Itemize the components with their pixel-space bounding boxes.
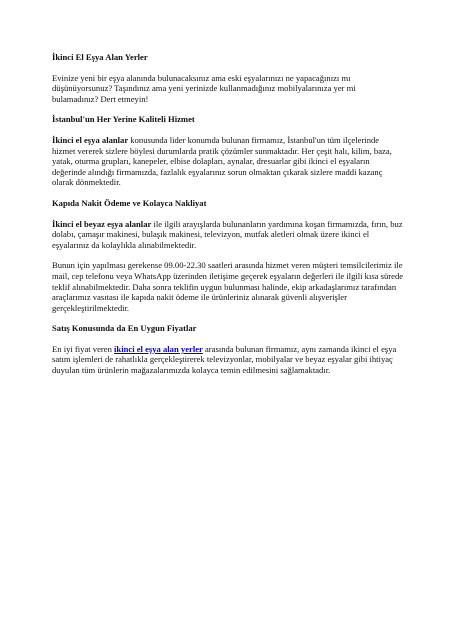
sales-lead-text: En iyi fiyat veren xyxy=(52,343,115,354)
payment-bold-keyword: İkinci el beyaz eşya alanlar xyxy=(52,218,152,229)
sales-paragraph xyxy=(52,344,404,376)
service-text: konusunda lider konumda bulunan firmamız, İstanbul'un tüm ilçelerinde hizmet vererek sizlere böylesi durumlarda pratik çözümler sunmaktadır. Her çeşit halı, kilim, baza, yatak, oturma grupları, kanepeler, elbise dolapları, aynalar, dresuarlar gibi ikinci el eşyaların değerinde alındığı firmamızda, fazlalık eşyalarınız sorun olmaktan çıkarak sizlere maddi kazanç olarak dönmektedir. xyxy=(52,134,392,188)
payment-paragraph xyxy=(52,219,404,251)
payment-text: ile ilgili arayışlarda bulunanların yardımına koşan firmamızda, fırın, buz dolabı, çamaşır makinesi, bulaşık makinesi, televizyon, mutfak aletleri olmak üzere ikinci el eşyalarınız da kolaylıkla alınabilmektedir. xyxy=(52,218,403,250)
intro-paragraph: Evinize yeni bir eşya alanında bulunacaksınız ama eski eşyalarınızı ne yapacağınızı mı düşünüyorsunuz? Taşındınız ama yeni yerinizde kullanmadığınız mobilyalarınıza yer mi bulamadınız? Dert etmeyin! xyxy=(52,72,356,104)
contact-paragraph: Bunun için yapılması gerekense 09.00-22.30 saatleri arasında hizmet veren müşteri temsilcilerimiz ile mail, cep telefonu veya WhatsApp üzerinden iletişime geçerek eşyaların değerleri ile ilgili kısa sürede teklif alınabilmektedir. Daha sonra teklifin uygun bulunması halinde, ekip arkadaşlarımız tarafından araçlarımız vasıtası ile kapıda nakit ödeme ile ürünleriniz alınarak güvenli alışverişler gerçekleştirilmektedir. xyxy=(52,260,404,313)
service-bold-keyword: İkinci el eşya alanlar xyxy=(52,134,129,145)
section-heading-service: İstanbul'un Her Yerine Kaliteli Hizmet xyxy=(52,114,195,125)
sales-text: arasında bulunan firmamız, aynı zamanda ikinci el eşya satım işlemleri de rahatlıkla gerçekleştirerek televizyonlar, mobilyalar ve beyaz eşyalar gibi ihtiyaç duyulan tüm ürünlerin mağazalarımızda kolayca temin edilmesini sağlamaktadır. xyxy=(52,343,397,376)
service-paragraph xyxy=(52,135,404,188)
section-heading-sales: Satış Konusunda da En Uygun Fiyatlar xyxy=(52,323,197,334)
sales-keyword-link[interactable]: ikinci el eşya alan yerler xyxy=(114,343,203,354)
document-title: İkinci El Eşya Alan Yerler xyxy=(52,52,148,62)
document-page xyxy=(52,52,404,376)
section-heading-payment: Kapıda Nakit Ödeme ve Kolayca Nakliyat xyxy=(52,197,207,208)
